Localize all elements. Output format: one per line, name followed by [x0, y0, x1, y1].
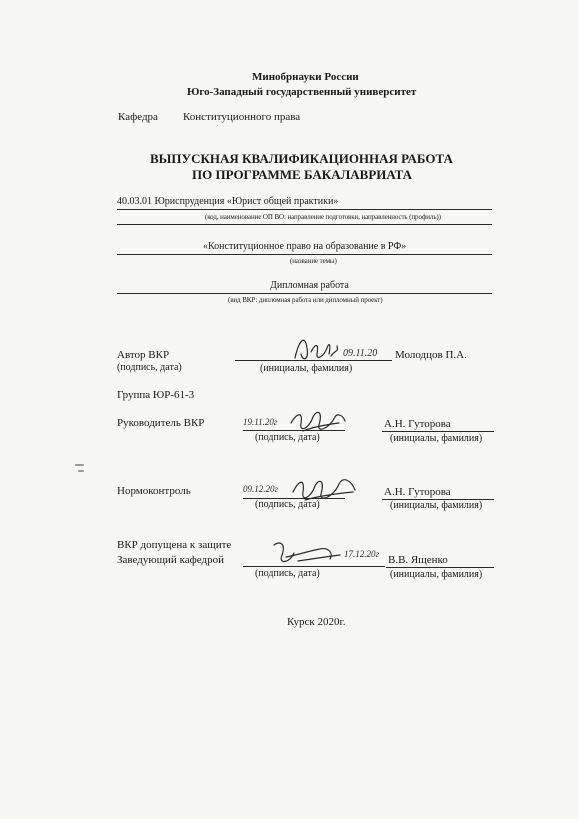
author-signature [285, 330, 395, 366]
author-name: Молодцов П.А. [395, 349, 467, 361]
university-name: Юго-Западный государственный университет [187, 86, 417, 98]
document-title-line-2: ПО ПРОГРАММЕ БАКАЛАВРИАТА [192, 167, 413, 182]
supervisor-signature-date: 19.11.20г [243, 417, 278, 427]
topic-underline [117, 254, 492, 255]
supervisor-label: Руководитель ВКР [117, 417, 205, 429]
supervisor-name: А.Н. Гуторова [384, 418, 451, 430]
head-of-department-label: Заведующий кафедрой [117, 554, 224, 566]
head-name: В.В. Ященко [388, 554, 448, 566]
program-caption: (код, наименование ОП ВО: направление подготовки, направленность (профиль)) [205, 213, 441, 221]
head-signature-date: 17.12.20г [344, 549, 380, 559]
department-label: Кафедра [118, 111, 158, 123]
group-label: Группа ЮР-61-3 [117, 389, 195, 401]
city-year: Курск 2020г. [287, 616, 346, 628]
author-label: Автор ВКР [117, 349, 170, 361]
scan-mark [78, 470, 84, 472]
department-name: Конституционного права [183, 111, 301, 123]
author-caption-right: (инициалы, фамилия) [260, 363, 353, 374]
normocontrol-caption-right: (инициалы, фамилия) [390, 500, 483, 511]
supervisor-caption-left: (подпись, дата) [255, 432, 320, 443]
supervisor-signature [243, 403, 363, 439]
normocontrol-signature [243, 470, 373, 510]
work-type-caption: (вид ВКР: дипломная работа или дипломный проект) [228, 296, 383, 304]
head-caption-left: (подпись, дата) [255, 568, 320, 579]
scan-mark [75, 464, 84, 466]
supervisor-name-line [382, 431, 494, 432]
admission-line: ВКР допущена к защите [117, 539, 232, 551]
head-name-line [386, 567, 494, 568]
author-signature-date: 09.11.20 [343, 348, 378, 359]
normocontrol-name: А.Н. Гуторова [384, 486, 451, 498]
work-type-underline [117, 293, 492, 294]
work-type-value: Дипломная работа [270, 280, 349, 291]
normocontrol-signature-date: 09.12.20г [243, 484, 279, 494]
document-title-line-1: ВЫПУСКНАЯ КВАЛИФИКАЦИОННАЯ РАБОТА [150, 151, 453, 166]
normocontrol-label: Нормоконтроль [117, 485, 191, 497]
author-caption-left: (подпись, дата) [117, 362, 182, 373]
topic-caption: (название темы) [290, 257, 337, 265]
program-underline [117, 209, 492, 210]
head-signature [268, 537, 398, 571]
supervisor-caption-right: (инициалы, фамилия) [390, 433, 483, 444]
program-extra-line [117, 224, 492, 225]
topic-value: «Конституционное право на образование в РФ» [203, 241, 407, 252]
head-caption-right: (инициалы, фамилия) [390, 569, 483, 580]
ministry-name: Минобрнауки России [252, 71, 359, 83]
normocontrol-caption-left: (подпись, дата) [255, 499, 320, 510]
program-value: 40.03.01 Юриспруденция «Юрист общей практики» [117, 196, 339, 207]
